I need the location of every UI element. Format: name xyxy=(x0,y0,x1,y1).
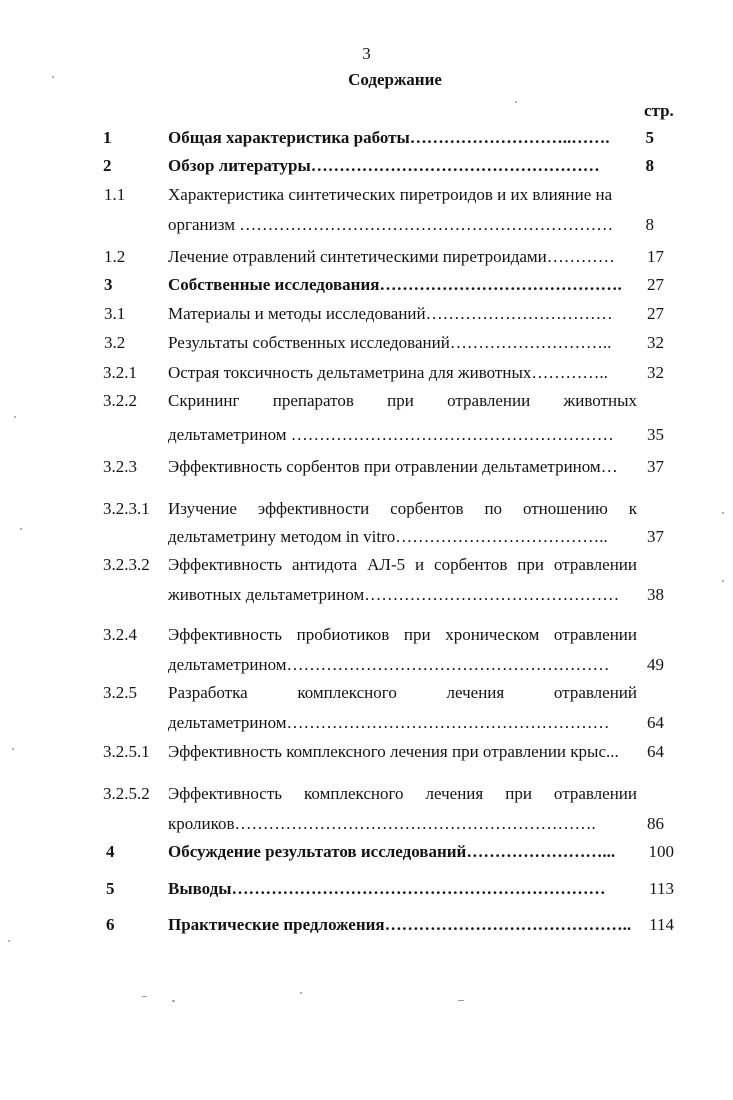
toc-entry-page: 113 xyxy=(649,879,674,898)
toc-entry-title-continued: дельтаметрином ………………………………………………… xyxy=(168,425,614,444)
toc-entry-title: Эффективность комплексного лечения при отравлении xyxy=(168,784,637,803)
toc-entry-title-continued: кроликов………………………………………………………. xyxy=(168,814,596,833)
toc-entry-title: Эффективность комплексного лечения при отравлении крыс... xyxy=(168,742,619,761)
toc-title: Содержание xyxy=(348,70,442,89)
toc-entry-title: Разработка комплексного лечения отравлений xyxy=(168,683,637,702)
toc-entry-number: 3.2.5 xyxy=(103,683,137,702)
toc-entry-page: 8 xyxy=(645,215,654,234)
toc-entry-title-continued: дельтаметрином………………………………………………… xyxy=(168,655,610,674)
toc-entry-page: 8 xyxy=(645,156,654,175)
toc-entry-3-2-3-1 xyxy=(0,494,733,554)
toc-entry-page: 100 xyxy=(648,842,674,861)
toc-entry-page: 17 xyxy=(647,247,664,266)
toc-entry-title: Обсуждение результатов исследований……………………... xyxy=(168,842,616,861)
toc-entry-number: 3.2.3.2 xyxy=(103,555,150,574)
scan-speck xyxy=(20,528,22,530)
toc-entry-number: 1.2 xyxy=(104,247,126,266)
toc-entry-number: 1 xyxy=(103,128,112,147)
toc-entry-title-continued: организм ………………………………………………………… xyxy=(168,215,614,234)
scan-speck xyxy=(142,996,147,997)
scan-speck xyxy=(515,101,517,103)
toc-entry-title: Результаты собственных исследований……………………….. xyxy=(168,333,612,352)
toc-entry-3-2-4 xyxy=(0,620,733,680)
toc-entry-page: 5 xyxy=(645,128,654,147)
toc-entry-title: Эффективность сорбентов при отравлении дельтаметрином… xyxy=(168,457,618,476)
scan-speck xyxy=(52,76,54,78)
toc-entry-title: Лечение отравлений синтетическими пиретроидами………… xyxy=(168,247,615,266)
scan-speck xyxy=(722,580,724,582)
toc-entry-number: 3.2.3 xyxy=(103,457,137,476)
toc-entry-number: 4 xyxy=(106,842,115,861)
page-number: 3 xyxy=(362,44,371,63)
toc-entry-page: 86 xyxy=(647,814,664,833)
scan-speck xyxy=(300,992,302,994)
scan-speck xyxy=(172,1000,175,1002)
toc-entry-title: Скрининг препаратов при отравлении животных xyxy=(168,391,637,410)
toc-entry-title: Выводы………………………………………………………… xyxy=(168,879,606,898)
toc-entry-title-continued: дельтаметрином………………………………………………… xyxy=(168,713,610,732)
toc-entry-number: 3.2.5.1 xyxy=(103,742,150,761)
toc-entry-1-1 xyxy=(0,180,733,240)
toc-entry-page: 37 xyxy=(647,457,664,476)
toc-entry-number: 1.1 xyxy=(104,185,126,204)
toc-entry-title: Собственные исследования……………………………………. xyxy=(168,275,622,294)
toc-entry-title: Эффективность антидота АЛ-5 и сорбентов при отравлении xyxy=(168,555,637,574)
scan-speck xyxy=(14,416,16,418)
toc-entry-3-2-5 xyxy=(0,678,733,738)
toc-entry-title-continued: животных дельтаметрином……………………………………… xyxy=(168,585,620,604)
page-column-label: стр. xyxy=(644,101,674,120)
scan-speck xyxy=(8,940,10,942)
toc-entry-number: 3.2 xyxy=(104,333,126,352)
toc-entry-page: 38 xyxy=(647,585,664,604)
toc-entry-title: Эффективность пробиотиков при хроническом отравлении xyxy=(168,625,637,644)
toc-entry-title: Практические предложения…………………………………….. xyxy=(168,915,632,934)
toc-entry-title: Обзор литературы…………………………………………… xyxy=(168,156,600,175)
toc-entry-number: 3.2.5.2 xyxy=(103,784,150,803)
toc-entry-number: 3.1 xyxy=(104,304,126,323)
toc-entry-page: 114 xyxy=(649,915,674,934)
toc-entry-number: 2 xyxy=(103,156,112,175)
scan-speck xyxy=(722,512,724,514)
toc-entry-title: Характеристика синтетических пиретроидов и их влияние на xyxy=(168,185,613,204)
toc-entry-3-2-5-2 xyxy=(0,779,733,839)
toc-entry-page: 35 xyxy=(647,425,664,444)
toc-entry-3-2-3-2 xyxy=(0,550,733,610)
toc-entry-title-continued: дельтаметрину методом in vitro……………………………….. xyxy=(168,527,608,546)
toc-entry-3-2-2 xyxy=(0,386,733,446)
toc-entry-title: Острая токсичность дельтаметрина для животных………….. xyxy=(168,363,608,382)
toc-entry-number: 5 xyxy=(106,879,115,898)
toc-entry-number: 3.2.2 xyxy=(103,391,137,410)
toc-entry-number: 3.2.4 xyxy=(103,625,137,644)
toc-entry-title: Общая характеристика работы………………………..……. xyxy=(168,128,610,147)
toc-entry-page: 27 xyxy=(647,275,664,294)
scan-speck xyxy=(458,1000,464,1001)
scan-speck xyxy=(12,748,14,750)
toc-entry-number: 3.2.1 xyxy=(103,363,137,382)
toc-entry-page: 32 xyxy=(647,333,664,352)
toc-entry-page: 49 xyxy=(647,655,664,674)
toc-entry-page: 27 xyxy=(647,304,664,323)
toc-entry-title: Материалы и методы исследований…………………………… xyxy=(168,304,613,323)
toc-entry-number: 6 xyxy=(106,915,115,934)
toc-entry-number: 3 xyxy=(104,275,113,294)
toc-entry-page: 32 xyxy=(647,363,664,382)
toc-entry-page: 64 xyxy=(647,713,664,732)
toc-entry-page: 64 xyxy=(647,742,664,761)
toc-entry-page: 37 xyxy=(647,527,664,546)
toc-entry-title: Изучение эффективности сорбентов по отношению к xyxy=(168,499,637,518)
toc-entry-number: 3.2.3.1 xyxy=(103,499,150,518)
